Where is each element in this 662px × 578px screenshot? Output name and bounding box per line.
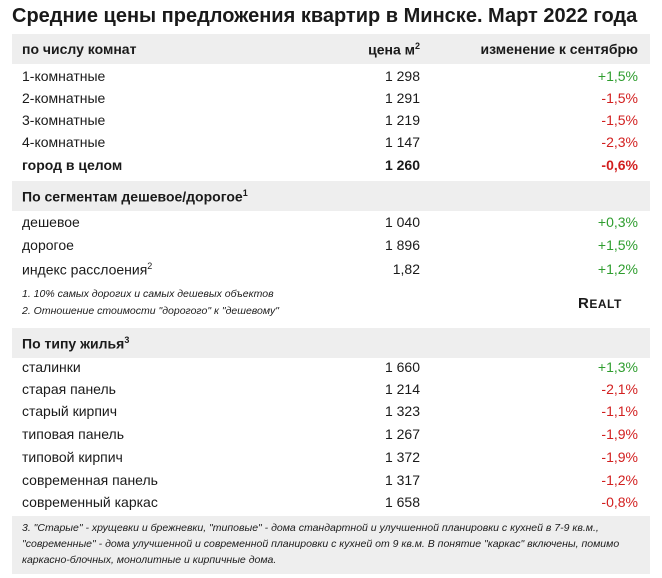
table-row [12,400,650,422]
realt-logo [578,295,622,312]
row-price: 1 219 [384,112,420,128]
page-title: Средние цены предложения квартир в Минске. Март 2022 года [12,5,638,27]
index-name [22,261,152,278]
total-change: -0,6% [601,157,638,173]
row-name: типовая панель [22,426,125,442]
logo-r: R [578,295,590,312]
row-name: типовой кирпич [22,449,123,465]
footnote-box [12,516,650,574]
index-row [12,258,650,280]
row-name: 1-комнатные [22,68,106,84]
index-name-text: индекс расслоения [22,261,148,278]
table-row [12,87,650,109]
total-row [12,154,650,176]
row-change: -0,8% [601,494,638,510]
rooms-header [12,34,650,64]
row-name: 4-комнатные [22,134,106,150]
table-row [12,211,650,233]
housing-header-text: По типу жилья [22,335,125,352]
table-row [12,378,650,400]
row-name: старая панель [22,381,116,397]
total-price: 1 260 [384,157,420,173]
row-name: современный каркас [22,494,158,510]
table-row [12,469,650,491]
row-change: +1,5% [597,68,638,84]
logo-rest: EALT [589,297,622,311]
row-price: 1 660 [384,359,420,375]
row-price: 1 040 [384,214,420,230]
price-header-label: цена м [368,41,415,58]
note-2: 2. Отношение стоимости "дорогого" к "дешевому" [22,305,279,317]
row-price: 1 323 [384,403,420,419]
table-row [12,109,650,131]
row-name: дорогое [22,237,74,253]
table-row [12,131,650,153]
table-row [12,65,650,87]
rooms-header-label: по числу комнат [22,41,137,57]
housing-type-header-label [22,335,129,352]
table-row [12,234,650,256]
row-change: -1,1% [601,403,638,419]
row-name: дешевое [22,214,80,230]
change-header: изменение к сентябрю [480,41,638,57]
row-price: 1 896 [384,237,420,253]
row-change: +0,3% [597,214,638,230]
row-name: старый кирпич [22,403,118,419]
row-change: -1,5% [601,90,638,106]
row-price: 1 298 [384,68,420,84]
table-row [12,356,650,378]
index-name-sup: 2 [147,261,153,271]
row-change: +1,3% [597,359,638,375]
note-1: 1. 10% самых дорогих и самых дешевых объектов [22,288,274,300]
row-price: 1 214 [384,381,420,397]
segments-header-label [22,188,248,205]
row-name: 2-комнатные [22,90,106,106]
row-price: 1 147 [384,134,420,150]
row-price: 1 291 [384,90,420,106]
row-change: -1,2% [601,472,638,488]
price-header [312,41,420,58]
total-name: город в целом [22,157,123,173]
row-change: -1,9% [601,426,638,442]
segments-header-text: По сегментам дешевое/дорогое [22,188,243,205]
row-name: сталинки [22,359,81,375]
index-change: +1,2% [597,261,638,277]
table-row [12,423,650,445]
row-price: 1 317 [384,472,420,488]
table-row [12,446,650,468]
row-name: современная панель [22,472,158,488]
housing-header-sup: 3 [124,335,130,345]
row-change: -2,3% [601,134,638,150]
row-price: 1 658 [384,494,420,510]
price-header-sup: 2 [414,41,420,51]
segments-header [12,181,650,211]
row-change: -1,9% [601,449,638,465]
row-price: 1 267 [384,426,420,442]
row-change: -1,5% [601,112,638,128]
segments-header-sup: 1 [242,188,248,198]
row-price: 1 372 [384,449,420,465]
footnote-text: 3. "Старые" - хрущевки и брежневки, "типовые" - дома стандартной и улучшенной планировки с кухней в 7-9 кв.м., "современные" - дома улучшенной и современной планировки с кухней от 9 кв.м. В понятие "каркас" включены, помимо каркасно-блочных, монолитные и кирпичные дома. [22,522,620,566]
row-name: 3-комнатные [22,112,106,128]
row-change: -2,1% [601,381,638,397]
table-row [12,491,650,513]
index-value: 1,82 [392,261,420,277]
row-change: +1,5% [597,237,638,253]
housing-type-header [12,328,650,358]
